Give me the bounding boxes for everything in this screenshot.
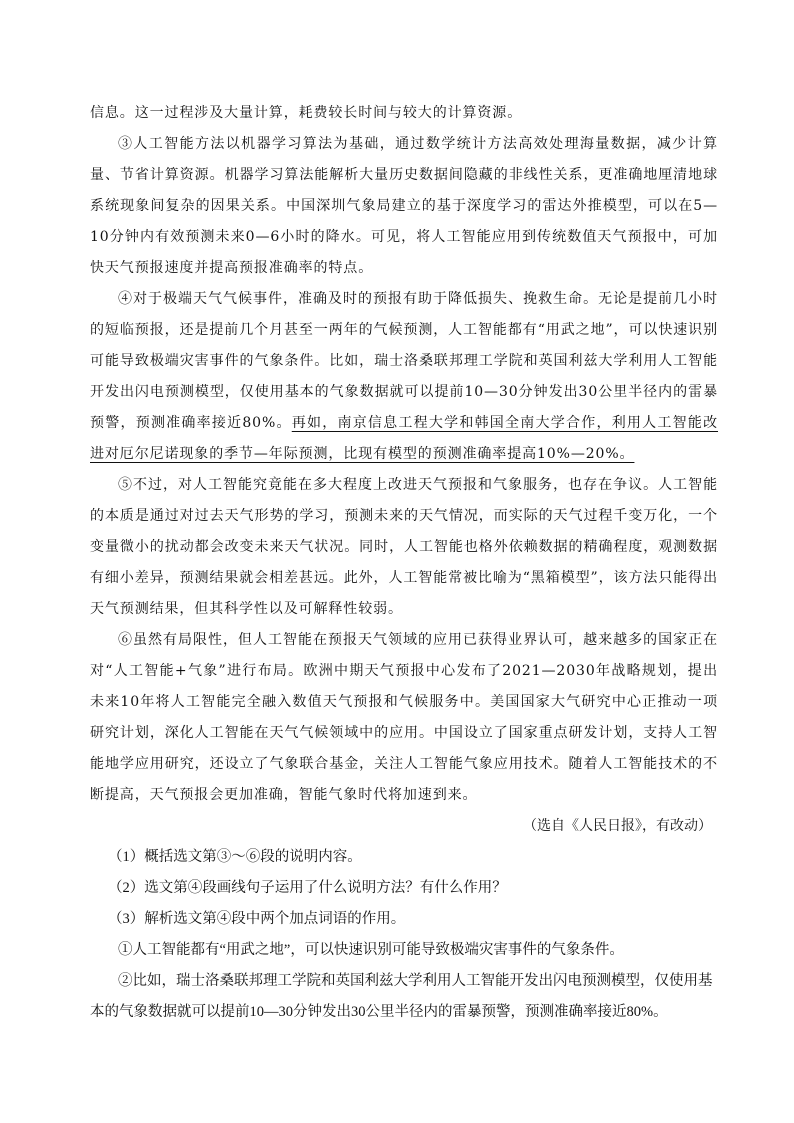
question-1: （1）概括选文第③～⑥段的说明内容。: [108, 849, 362, 865]
question-3-item-2: ②比如，瑞士洛桑联邦理工学院和英国利兹大学利用人工智能开发出闪电预测模型，仅使用基本的气象数据就可以提前10—30分钟发出30公里半径内的雷暴预警，预测准确率接近80%。: [90, 973, 713, 1020]
paragraph-5: ⑤不过，对人工智能究竟能在多大程度上改进天气预报和气象服务，也存在争议。人工智能的本质是通过对过去天气形势的学习，预测未来的天气情况，而实际的天气过程千变万化，一个变量微小的扰动都会改变未来天气状况。同时，人工智能也格外依赖数据的精确程度，观测数据有细小差异，预测结果就会相差甚远。此外，人工智能常被比喻为“黑箱模型”，该方法只能得出天气预测结果，但其科学性以及可解释性较弱。: [90, 477, 718, 617]
underlined-sentence: 再如，南京信息工程大学和韩国全南大学合作，利用人工智能改进对厄尔尼诺现象的季节—年际预测，比现有模型的预测准确率提高10%—20%。: [90, 415, 719, 462]
document-page: [90, 98, 718, 1028]
paragraph-6: ⑥虽然有局限性，但人工智能在预报天气领域的应用已获得业界认可，越来越多的国家正在对“人工智能+气象”进行布局。欧洲中期天气预报中心发布了2021—2030年战略规划，提出未来10年将人工智能完全融入数值天气预报和气候服务中。美国国家大气研究中心正推动一项研究计划，深化人工智能在天气气候领域中的应用。中国设立了国家重点研发计划，支持人工智能地学应用研究，还设立了气象联合基金，关注人工智能气象应用技术。随着人工智能技术的不断提高，天气预报会更加准确，智能气象时代将加速到来。: [90, 632, 718, 803]
question-2: （2）选文第④段画线句子运用了什么说明方法？有什么作用？: [108, 880, 507, 896]
paragraph-4-text: ④对于极端天气气候事件，准确及时的预报有助于降低损失、挽救生命。无论是提前几小时的短临预报，还是提前几个月甚至一两年的气候预测，人工智能都有“用武之地”，可以快速识别可能导致极端灾害事件的气象条件。比如，瑞士洛桑联邦理工学院和英国利兹大学利用人工智能开发出闪电预测模型，仅使用基本的气象数据就可以提前10—30分钟发出30公里半径内的雷暴预警，预测准确率接近80%。: [90, 291, 718, 431]
paragraph-3: ③人工智能方法以机器学习算法为基础，通过数学统计方法高效处理海量数据，减少计算量、节省计算资源。机器学习算法能解析大量历史数据间隐藏的非线性关系，更准确地厘清地球系统现象间复杂的因果关系。中国深圳气象局建立的基于深度学习的雷达外推模型，可以在5—10分钟内有效预测未来0—6小时的降水。可见，将人工智能应用到传统数值天气预报中，可加快天气预报速度并提高预报准确率的特点。: [90, 136, 718, 276]
question-3: （3）解析选文第④段中两个加点词语的作用。: [108, 911, 406, 927]
paragraph-2-tail: 信息。这一过程涉及大量计算，耗费较长时间与较大的计算资源。: [90, 105, 523, 121]
question-3-item-1: ①人工智能都有“用武之地”，可以快速识别可能导致极端灾害事件的气象条件。: [118, 942, 624, 958]
paragraph-4: [90, 284, 718, 470]
source-note: （选自《人民日报》，有改动）: [523, 819, 712, 834]
